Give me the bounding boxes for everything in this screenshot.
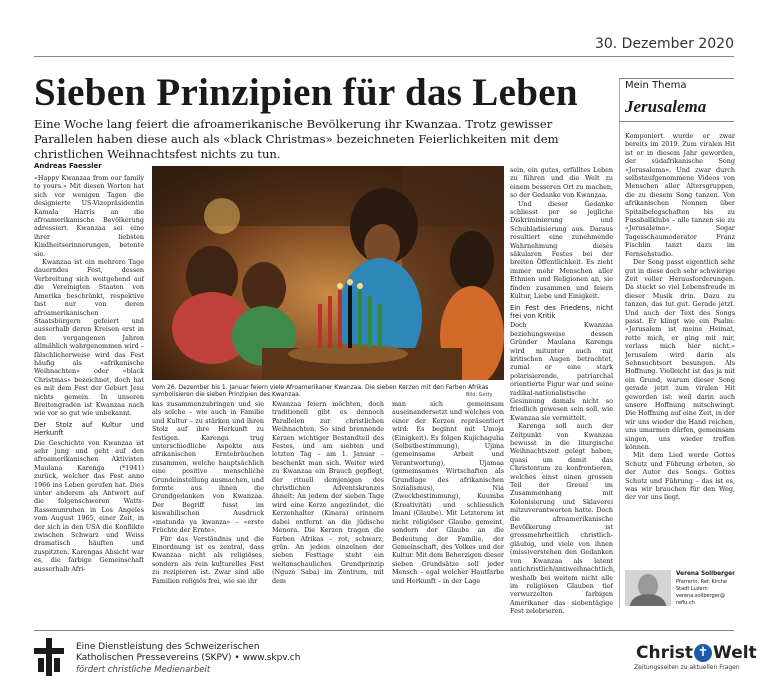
header-rule bbox=[34, 56, 734, 57]
brand-subtitle: Zeitungsseiten zu aktuellen Fragen bbox=[634, 664, 740, 671]
author-email: reflu.ch bbox=[676, 600, 695, 606]
article-column-1 bbox=[34, 174, 144, 573]
sidebar-rule bbox=[619, 78, 734, 79]
footer-rule bbox=[34, 630, 734, 631]
paragraph: Die Geschichte von Kwanzaa ist sehr jung und geht auf den afroamerikanischen Aktivisten Maulana Karenga (*1941) zurück, welcher das Fest anno 1966 ins Leben gerufen hat. Dies unter anderem als Antwort auf die folgenschweren Watts-Rassenunruhen in Los Angeles vom August 1965, einer Zeit, in der sich in den USA die Konflikte zwischen Schwarz und Weiss dramatisch häuften und zuspitzten. Karengas Absicht war es, die farbige Gemeinschaft ausserhalb Afri- bbox=[34, 438, 144, 573]
sidebar-rule bbox=[619, 121, 734, 122]
subheading: Der Stolz auf Kultur und Herkunft bbox=[34, 420, 144, 438]
paragraph: Kwanzaa ist ein mehrere Tage dauerndes Fest, dessen Verbreitung sich weitgehend auf die Vereinigten Staaten von Amerika beschränkt, respektive fast nur von deren afroamerikanischen Staatsbürgern gefeiert und ausserhalb deren Kreisen erst in den vergangenen Jahren allmählich wahrgenommen wird – fälschlicherweise wird das Fest häufig als «afrikanische Weihnachten» oder «black Christmas» bezeichnet, doch hat es mit dem Fest der Geburt Jesu nichts gemein. In unseren Breitengraden ist Kwanzaa nach wie vor so gut wie unbekannt. bbox=[34, 258, 144, 418]
sidebar-label: Mein Thema bbox=[625, 80, 687, 91]
sidebar-column bbox=[625, 132, 735, 502]
subheading: Ein Fest des Friedens, nicht frei von Kritik bbox=[510, 303, 613, 320]
paragraph: Mit dem Lied werde Gottes Schutz und Führung erbeten, so der Autor des Songs. Gottes Schutz und Führung – das ist es, was wir brauchen für den Weg, der vor uns liegt. bbox=[625, 451, 735, 502]
article-headline: Sieben Prinzipien für das Leben bbox=[34, 71, 578, 114]
photo-credit: Bild: Getty bbox=[466, 392, 493, 398]
article-column-5 bbox=[510, 166, 616, 616]
paragraph: man sich gemeinsam auseinandersetzt und welches von einer der Kerzen repräsentiert wird: Es beginnt mit Umoja (Einigkeit). Es folgen Kujichagulia (Selbstbestimmung), Ujima (gemeinsame Arbeit und Verantwortung), Ujamaa (gemeinsames Wirtschaften als Grundlage des afrikanischen Sozialismus), Nia (Zweckbestimmung), Kuumba (Kreativität) und schliesslich Imani (Glaube). Mit Letzterem ist nicht religiöser Glaube gemeint, sondern der Glaube an die Bedeutung der Familie, der Gemeinschaft, des Volkes und der Kultur. Mit dem Beherzigen dieser sieben Grundsätze soll jeder Mensch – egal welcher Hautfarbe und Herkunft – in der Lage bbox=[392, 400, 504, 585]
issue-date: 30. Dezember 2020 bbox=[594, 36, 734, 52]
article-column-3 bbox=[272, 400, 384, 585]
footer-line: Katholischen Pressevereins (SKPV) • www.skpv.ch bbox=[76, 653, 301, 663]
author-role-line: Pfarrerin, Ref. Kirche bbox=[676, 579, 728, 585]
kwanzaa-family-photo bbox=[152, 166, 504, 380]
paragraph: Komponiert wurde er zwar bereits im 2019. Zum viralen Hit ist er in diesem Jahr geworden, der südafrikanische Song «Jerusalema». Und zwar durch selbstaufgenommene Videos von Menschen aller Altersgruppen, die zu diesem Song tanzen. Von afrikanischen Nonnen über Spitalbelegschaften bis zu Fussballklubs – alle tanzen sie zu «Jerusalema». Sogar Tagesschaumoderator Franz Fischlin tanzt dazu im Fernsehstudio. bbox=[625, 132, 735, 258]
author-name: Verena Sollberger bbox=[676, 571, 735, 577]
christ-welt-logo bbox=[636, 643, 757, 663]
article-photo bbox=[152, 166, 504, 380]
paragraph: Für das Verständnis und die Einordnung ist es zentral, dass Kwanzaa nicht als religiöses, sondern als rein kulturelles Fest zu rezipieren ist. Zwar sind alle Familien religiös frei, wie sie ihr bbox=[152, 534, 264, 585]
article-lead: Eine Woche lang feiert die afroamerikanische Bevölkerung ihr Kwanzaa. Trotz gewisser Parallelen haben diese auch als «black Christmas» bezeichneten Feierlichkeiten mit dem christlichen Weihnachtsfest nichts zu tun. bbox=[34, 117, 559, 161]
paragraph: Und dieser Gedanke schliesst per se jegliche Diskriminierung und Schubladisierung aus. Daraus resultiert eine zunehmende Wahrnehmung dieses säkularen Festes bei der breiten Öffentlichkeit. Es zieht immer mehr Menschen aller Ethnien und Religionen an, sie finden zusammen und feiern Kultur, Liebe und Einigkeit. bbox=[510, 199, 613, 301]
article-column-2 bbox=[152, 400, 264, 585]
paragraph: Karenga soll auch der Zeitpunkt von Kwanzaa bewusst in die liturgische Weihnachtszeit gelegt haben, quasi um damit das Christentum zu konfrontieren, welches einst einen grossen Teil der Greuel im Zusammenhang mit Kolonisierung und Sklaverei mitzuverantworten hatte. Doch die afroamerikanische Bevölkerung ist grossmehrheitlich christlich-gläubig, und viele von ihnen (miss)verstehen den Gedanken von Kwanzaa als latent antichristlich/antiweihnachtlich, weshalb bei weitem nicht alle im religiösen Glauben tief verwurzelten farbigen Amerikaner das siebentägige Fest zelebrieren. bbox=[510, 422, 616, 616]
brand-left: Christ bbox=[636, 643, 694, 663]
author-portrait bbox=[625, 570, 671, 606]
article-author: Andreas Faessler bbox=[34, 162, 102, 170]
author-role-line: Stadt Luzern bbox=[676, 586, 708, 592]
portrait-image bbox=[625, 570, 671, 606]
paragraph: kas zusammenzubringen und sie als solche – wie auch in Familie und Kultur – zu stärken und ihren Stolz auf ihre Herkunft zu festigen. Karenga trug unterschiedliche Aspekte aus afrikanischen Erntebräuchen zusammen, welche hauptsächlich eine positive menschliche Grundeinstellung ausmachen, und formte aus ihnen die Grundgedanken von Kwanzaa. Der Begriff fusst im kiswahilischen Ausdruck «matunda ya kwanza» – «erste Früchte der Ernte». bbox=[152, 400, 264, 535]
paragraph: Der Song passt eigentlich sehr gut in diese doch sehr schwierige Zeit voller Herausforderungen. Da steckt so viel Lebensfreude in dieser Musik drin. Dazu zu tanzen, das tut gut. Gerade jetzt. Und auch der Text des Songs passt. Er klingt wie ein Psalm: «Jerusalem ist meine Heimat, rette mich, er ging mit mir, verlass mich hier nicht.» Jerusalem wird darin als Sehnsuchtsort besungen. Als Hoffnung. Vielleicht ist das ja mit ein Grund, warum dieser Song gerade jetzt zum viralen Hit geworden ist: weil darin auch unsere Hoffnung mitschwingt. Die Hoffnung auf eine Zeit, in der wir uns wieder die Hand reichen, uns umarmen dürfen, gemeinsam singen, uns wieder treffen können. bbox=[625, 258, 735, 452]
paragraph: sein, ein gutes, erfülltes Leben zu führen und die Welt zu einem besseren Ort zu machen, so der Gedanke von Kwanzaa. bbox=[510, 166, 613, 200]
sidebar-divider bbox=[619, 78, 620, 608]
brand-right: Welt bbox=[713, 643, 757, 663]
paragraph: Kwanzaa feiern möchten, doch traditionell gibt es dennoch Parallelen zur christlichen Weihnachten. So sind brennende Kerzen wichtiger Bestandteil des Festes, und am siebten und letzten Tag – am 1. Januar – beschenkt man sich. Weiter wird zu Kwanzaa ein Brauch gepflegt, der rituell demjenigen des christlichen Adventskranzes ähnelt: An jedem der sieben Tage wird eine Kerze angezündet, die Kerzenhalter (Kinara) erinnern dabei entfernt an die jüdische Menora. Die Kerzen tragen die Farben Afrikas – rot, schwarz, grün. An jedem einzelnen der sieben Festtage steht ein weltanschauliches Grundprinzip (Nguzo Saba) im Zentrum, mit dem bbox=[272, 400, 384, 585]
paragraph: «Happy Kwanzaa from our family to yours.» Mit diesen Worten hat sich vor wenigen Tagen die designierte US-Vizepräsidentin Kamala Harris an die afroamerikanische Bevölkerung adressiert. Kwanzaa sei eine ihrer liebsten Kindheitserinnerungen, betonte sie. bbox=[34, 174, 144, 258]
author-email: verena.sollberger@ bbox=[676, 593, 725, 599]
author-role bbox=[676, 579, 746, 607]
footer-line: Eine Dienstleistung des Schweizerischen bbox=[76, 642, 260, 652]
skpv-logo-icon bbox=[34, 638, 64, 676]
cross-icon: ✝ bbox=[694, 644, 712, 662]
sidebar-title: Jerusalema bbox=[625, 97, 707, 116]
footer-tagline: fördert christliche Medienarbeit bbox=[76, 665, 211, 675]
article-column-4 bbox=[392, 400, 504, 585]
photo-caption: Vom 26. Dezember bis 1. Januar feiern viele Afroamerikaner Kwanzaa. Die sieben Kerzen mit den Farben Afrikas symbolisieren die sieben Prinzipien des Kwanzaa. bbox=[152, 384, 489, 399]
paragraph: Doch Kwanzaa beziehungsweise dessen Gründer Maulana Karenga wird mitunter auch mit kritischen Augen betrachtet, zumal er eine stark polarisierende, patriarchal orientierte Figur war und seine radikal-nationalistische Gesinnung damals nicht so friedlich gewesen sein soll, wie Kwanzaa sie vermittelt. bbox=[510, 321, 613, 422]
